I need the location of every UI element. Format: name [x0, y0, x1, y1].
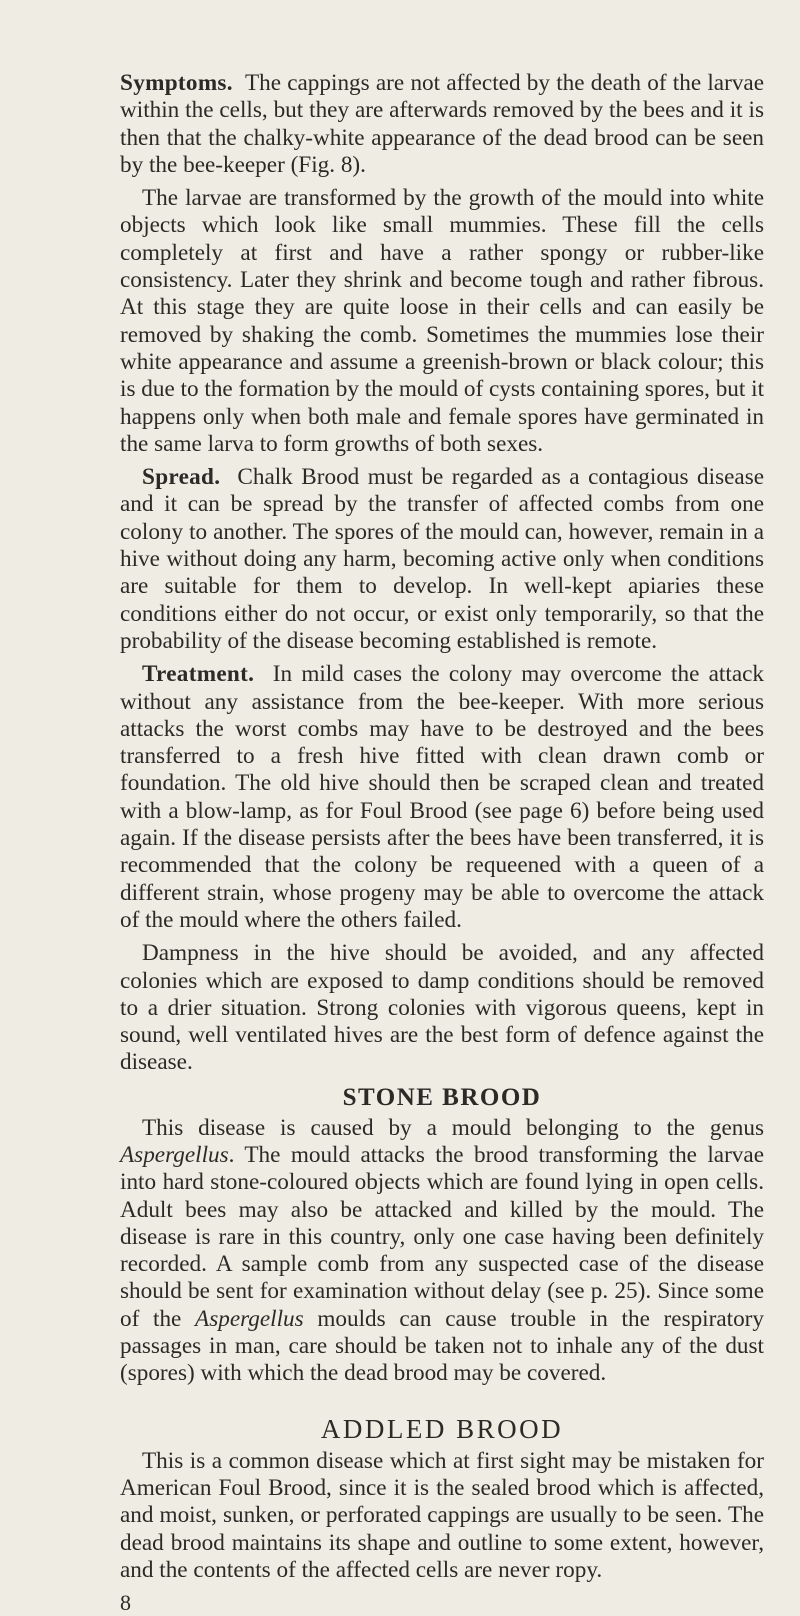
stone-brood-heading: STONE BROOD [342, 1083, 542, 1111]
spread-heading: Spread. [142, 464, 221, 491]
stone-brood-text-b: . The mould attacks the brood transforming the larvae into hard stone-coloured objects which are found lying in open cells. Adult bees may also be attacked and killed by the mould. The disease is rare in this country, only one case having been definitely recorded. A sample comb from any suspected case of the disease should be sent for examination without delay (see p. 25). Since some of the [120, 1141, 764, 1332]
symptoms-text-1: The cappings are not affected by the death of the larvae within the cells, but they are afterwards removed by the bees and it is then that the chalky-white appearance of the dead brood can be seen by the bee-keeper (Fig. 8). [120, 70, 764, 178]
treatment-text: In mild cases the colony may overcome the attack without any assistance from the bee-keeper. With more serious attacks the worst combs may have to be destroyed and the bees transferred to a fresh hive fitted with clean drawn comb or foundation. The old hive should then be scraped clean and treated with a blow-lamp, as for Foul Brood (see page 6) before being used again. If the disease persists after the bees have been transferred, it is recommended that the colony be requeened with a queen of a different strain, whose progeny may be able to overcome the attack of the mould where the others failed. [120, 661, 764, 933]
addled-brood-heading: ADDLED BROOD [320, 1413, 564, 1444]
symptoms-paragraph [120, 70, 764, 179]
treatment-heading: Treatment. [142, 661, 255, 688]
symptoms-heading: Symptoms. [120, 70, 233, 96]
stone-brood-text-c: moulds can cause trouble in the respiratory passages in man, care should be taken not to inhale any of the dust (spores) with which the dead brood may be covered. [120, 1305, 764, 1387]
page-number: 8 [120, 1590, 131, 1616]
stone-brood-paragraph [120, 1115, 764, 1388]
genus-name-2: Aspergellus [195, 1305, 304, 1332]
dampness-paragraph: Dampness in the hive should be avoided, and any affected colonies which are exposed to damp conditions should be removed to a drier situation. Strong colonies with vigorous queens, kept in sound, well ventilated hives are the best form of defence against the disease. [120, 940, 764, 1076]
spread-text: Chalk Brood must be regarded as a contagious disease and it can be spread by the transfer of affected combs from one colony to another. The spores of the mould can, however, remain in a hive without doing any harm, becoming active only when conditions are suitable for them to develop. In well-kept apiaries these conditions either do not occur, or exist only temporarily, so that the probability of the disease becoming established is remote. [120, 464, 765, 654]
symptoms-paragraph-2: The larvae are transformed by the growth of the mould into white objects which look like small mummies. These fill the cells completely at first and have a rather spongy or rubber-like consistency. Later they shrink and become tough and rather fibrous. At this stage they are quite loose in their cells and can easily be removed by shaking the comb. Sometimes the mummies lose their white appearance and assume a greenish-brown or black colour; this is due to the formation by the mould of cysts containing spores, but it happens only when both male and female spores have germinated in the same larva to form growths of both sexes. [120, 185, 765, 457]
addled-brood-paragraph: This is a common disease which at first sight may be mistaken for American Foul Brood, since it is the sealed brood which is affected, and moist, sunken, or perforated cappings are usually to be seen. The dead brood maintains its shape and outline to some extent, however, and the contents of the affected cells are never ropy. [120, 1447, 764, 1583]
stone-brood-text-a: This disease is caused by a mould belonging to the genus [142, 1114, 764, 1141]
text-column [120, 70, 764, 1616]
genus-name: Aspergellus [120, 1141, 229, 1168]
spread-paragraph [120, 464, 764, 655]
treatment-paragraph [120, 661, 764, 934]
